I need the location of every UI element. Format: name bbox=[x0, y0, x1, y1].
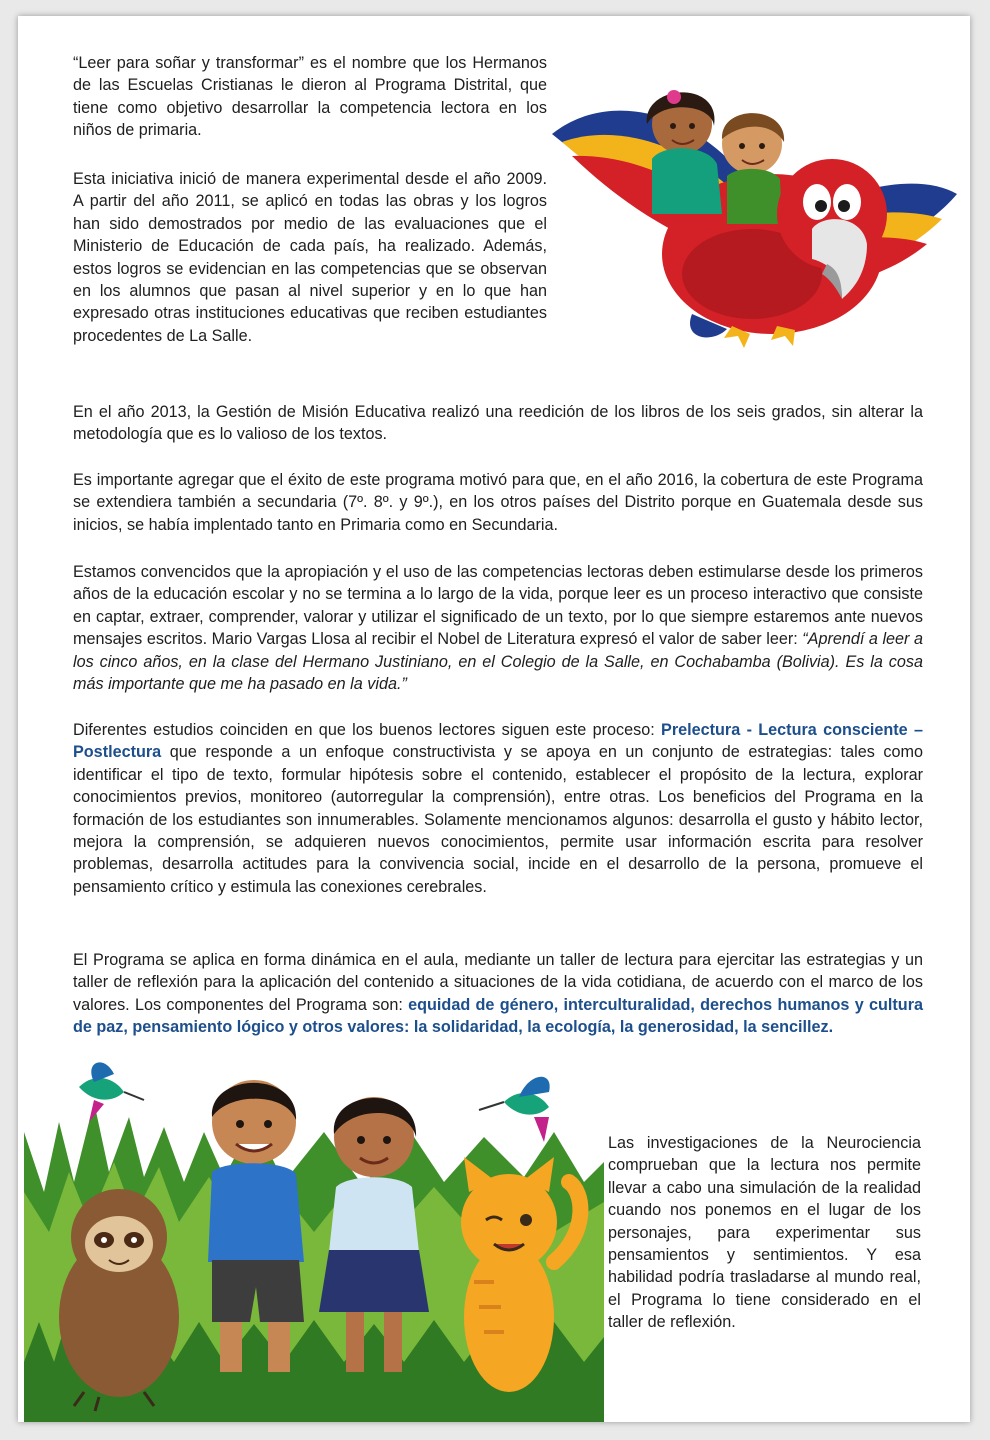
paragraph-neurociencia: Las investigaciones de la Neurociencia comprueban que la lectura nos permite llevar a cabo una simulación de la realidad cuando nos ponemos en el lugar de los personajes, para experimentar sus pensamientos y sentimientos. Y esa habilidad podría trasladarse al mundo real, el Programa lo tiene considerado en el taller de reflexión. bbox=[608, 1134, 921, 1332]
hummingbird-left-icon bbox=[79, 1062, 144, 1122]
paragraph-programa-intro: El Programa se aplica en forma dinámica en el aula, mediante un taller de lectura para ejercitar las estrategias y un taller de reflexión para la aplicación del contenido a situaciones de la vida cotidiana, de acuerdo con el marco de los valores. Los componentes del Programa son: bbox=[73, 951, 923, 1014]
paragraph-intro: “Leer para soñar y transformar” es el nombre que los Hermanos de las Escuelas Cristianas le dieron al Programa Distrital, que tiene como objetivo desarrollar la competencia lectora en los niños de primaria. bbox=[73, 54, 547, 140]
paragraph-competencias-text: Estamos convencidos que la apropiación y el uso de las competencias lectoras deben estimularse desde los primeros años de la educación escolar y no se termina a lo largo de la vida, porque leer es un proceso interactivo que consiste en captar, extraer, comprender, valorar y utilizar el significado de un texto, por lo que siempre estaremos ante nuevos mensajes escritos. Mario Vargas Llosa al recibir el Nobel de Literatura expresó el valor de saber leer: bbox=[73, 563, 923, 649]
paragraph-competencias bbox=[73, 561, 923, 695]
paragraph-estudios bbox=[73, 719, 923, 898]
children-illustration bbox=[24, 1062, 604, 1422]
paragraph-estudios-intro: Diferentes estudios coinciden en que los buenos lectores siguen este proceso: bbox=[73, 721, 662, 739]
parrot-illustration bbox=[542, 64, 962, 354]
document-page bbox=[18, 16, 970, 1422]
hummingbird-right-icon bbox=[479, 1077, 550, 1142]
program-components-highlight: equidad de género, interculturalidad, derechos humanos y cultura de paz, pensamiento lógico y otros valores: la solidaridad, la ecología, la generosidad, la sencillez. bbox=[73, 995, 924, 1037]
paragraph-2013: En el año 2013, la Gestión de Misión Educativa realizó una reedición de los libros de los seis grados, sin alterar la metodología que es lo valioso de los textos. bbox=[73, 403, 923, 444]
girl-body bbox=[652, 148, 722, 214]
paragraph-estudios-body: que responde a un enfoque constructivista y se apoya en un conjunto de estrategias: tales como identificar el tipo de texto, formular hipótesis sobre el contenido, establecer el propósito de la lectura, explorar conocimientos previos, monitoreo (autorregular la comprensión), entre otras. Los beneficios del Programa en la formación de los estudiantes son innumerables. Solamente mencionamos algunos: desarrolla el gusto y hábito lector, mejora la comprensión, se adquieren nuevos conocimientos, permite usar información escrita para resolver problemas, desarrolla actitudes para la convivencia social, incide en el desarrollo de la persona, promueve el pensamiento crítico y estimula las conexiones cerebrales. bbox=[73, 743, 923, 896]
paragraph-programa bbox=[73, 949, 923, 1039]
paragraph-history: Esta iniciativa inició de manera experimental desde el año 2009. A partir del año 2011, se aplicó en todas las obras y los logros han sido demostrados por medio de las evaluaciones que el Ministerio de Educación de cada país, ha realizado. Además, estos logros se evidencian en las competencias que se observan en los alumnos que pasan al nivel superior y en lo que han expresado otras instituciones educativas que reciben estudiantes procedentes de La Salle. bbox=[73, 170, 547, 345]
vargas-llosa-quote: “Aprendí a leer a los cinco años, en la clase del Hermano Justiniano, en el Colegio de la Salle, en Cochabamba (Bolivia). Es la cosa más importante que me ha pasado en la vida.” bbox=[73, 630, 923, 694]
reading-process-highlight: Prelectura - Lectura consciente – Postlectura bbox=[73, 721, 924, 762]
paragraph-2016: Es importante agregar que el éxito de este programa motivó para que, en el año 2016, la cobertura de este Programa se extendiera también a secundaria (7º. 8º. y 9º.), en los otros países del Distrito porque en Guatemala desde sus inicios, se había implentado tanto en Primaria como en Secundaria. bbox=[73, 471, 923, 534]
